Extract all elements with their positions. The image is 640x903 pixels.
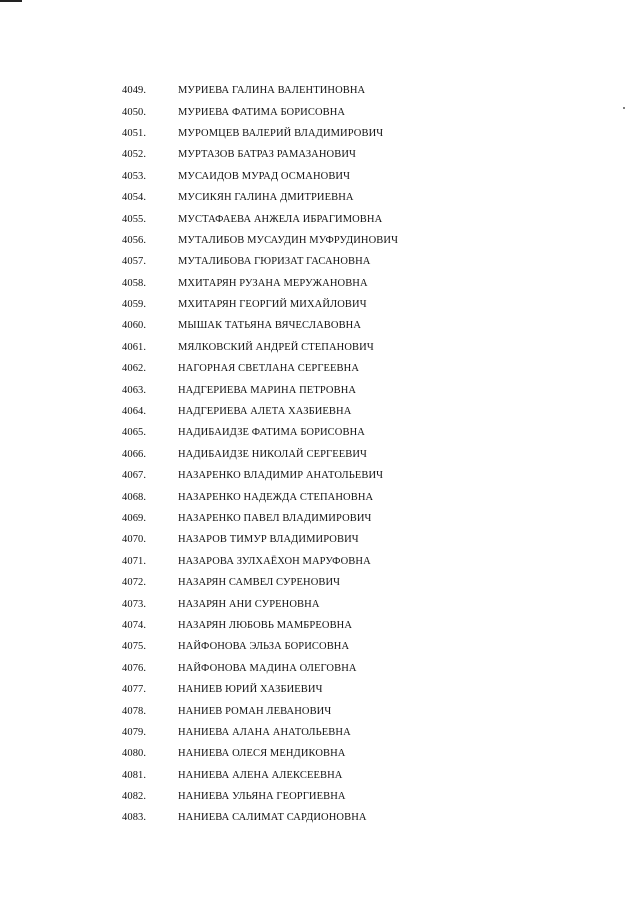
entry-name: НАНИЕВА АЛАНА АНАТОЛЬЕВНА (178, 726, 351, 738)
entry-name: МУТАЛИБОВА ГЮРИЗАТ ГАСАНОВНА (178, 256, 371, 268)
list-item (0, 251, 640, 272)
entry-name: НАЙФОНОВА ЭЛЬЗА БОРИСОВНА (178, 641, 350, 653)
list-item (0, 208, 640, 229)
entry-name: НАДГЕРИЕВА АЛЕТА ХАЗБИЕВНА (178, 406, 352, 418)
entry-name: МХИТАРЯН ГЕОРГИЙ МИХАЙЛОВИЧ (178, 299, 367, 311)
entry-name: НАГОРНАЯ СВЕТЛАНА СЕРГЕЕВНА (178, 363, 360, 375)
name-list (0, 80, 640, 829)
entry-name: НАЗАРЯН САМВЕЛ СУРЕНОВИЧ (178, 577, 341, 589)
entry-name: НАНИЕВА САЛИМАТ САРДИОНОВНА (178, 812, 367, 824)
list-item (0, 379, 640, 400)
entry-name: НАДИБАИДЗЕ ФАТИМА БОРИСОВНА (178, 427, 365, 439)
list-item (0, 294, 640, 315)
entry-name: НАНИЕВ РОМАН ЛЕВАНОВИЧ (178, 705, 332, 717)
list-item (0, 358, 640, 379)
list-item (0, 486, 640, 507)
list-item (0, 658, 640, 679)
entry-name: НАЗАРОВ ТИМУР ВЛАДИМИРОВИЧ (178, 534, 359, 546)
list-item (0, 529, 640, 550)
scan-corner-mark (0, 0, 22, 2)
entry-number: 4075. (122, 641, 147, 653)
entry-number: 4052. (122, 149, 147, 161)
list-item (0, 722, 640, 743)
list-item (0, 743, 640, 764)
entry-number: 4071. (122, 555, 147, 567)
list-item (0, 80, 640, 101)
entry-name: НАЗАРЕНКО НАДЕЖДА СТЕПАНОВНА (178, 491, 374, 503)
entry-number: 4059. (122, 299, 147, 311)
entry-number: 4080. (122, 748, 147, 760)
entry-name: НАЗАРЕНКО ПАВЕЛ ВЛАДИМИРОВИЧ (178, 513, 372, 524)
entry-name: НАЙФОНОВА МАДИНА ОЛЕГОВНА (178, 662, 357, 674)
list-item (0, 636, 640, 657)
list-item (0, 144, 640, 165)
entry-name: МУРОМЦЕВ ВАЛЕРИЙ ВЛАДИМИРОВИЧ (178, 127, 384, 139)
list-item (0, 422, 640, 443)
entry-name: МУСТАФАЕВА АНЖЕЛА ИБРАГИМОВНА (178, 213, 383, 225)
list-item (0, 401, 640, 422)
entry-number: 4079. (122, 726, 147, 738)
entry-name: НАЗАРОВА ЗУЛХАЁХОН МАРУФОВНА (178, 555, 371, 567)
entry-name: НАЗАРЯН АНИ СУРЕНОВНА (178, 598, 320, 610)
entry-name: МУСАИДОВ МУРАД ОСМАНОВИЧ (178, 170, 351, 182)
entry-number: 4049. (122, 85, 147, 97)
entry-number: 4067. (122, 470, 147, 482)
list-item (0, 700, 640, 721)
list-item (0, 166, 640, 187)
entry-name: НАНИЕВА ОЛЕСЯ МЕНДИКОВНА (178, 748, 346, 760)
list-item (0, 551, 640, 572)
entry-number: 4060. (122, 320, 147, 332)
entry-name: МЫШАК ТАТЬЯНА ВЯЧЕСЛАВОВНА (178, 320, 362, 332)
entry-number: 4066. (122, 448, 147, 460)
list-item (0, 123, 640, 144)
list-item (0, 337, 640, 358)
entry-name: НАДГЕРИЕВА МАРИНА ПЕТРОВНА (178, 384, 357, 396)
entry-number: 4054. (122, 192, 147, 204)
list-item (0, 786, 640, 807)
entry-number: 4073. (122, 598, 147, 610)
entry-number: 4051. (122, 127, 147, 139)
list-item (0, 465, 640, 486)
entry-number: 4072. (122, 577, 147, 589)
entry-number: 4074. (122, 619, 147, 631)
list-item (0, 444, 640, 465)
list-item (0, 765, 640, 786)
entry-number: 4064. (122, 406, 147, 418)
entry-name: МУРИЕВА ФАТИМА БОРИСОВНА (178, 106, 346, 118)
list-item (0, 572, 640, 593)
list-item (0, 273, 640, 294)
list-item (0, 593, 640, 614)
list-item (0, 315, 640, 336)
entry-name: МУРИЕВА ГАЛИНА ВАЛЕНТИНОВНА (178, 85, 366, 97)
entry-number: 4068. (122, 491, 147, 503)
entry-number: 4081. (122, 769, 147, 781)
entry-number: 4070. (122, 534, 147, 546)
entry-name: НАНИЕВ ЮРИЙ ХАЗБИЕВИЧ (178, 684, 323, 696)
entry-number: 4058. (122, 277, 147, 289)
entry-number: 4069. (122, 513, 147, 524)
entry-number: 4082. (122, 791, 147, 803)
entry-number: 4083. (122, 812, 147, 824)
entry-name: МЯЛКОВСКИЙ АНДРЕЙ СТЕПАНОВИЧ (178, 341, 374, 353)
entry-number: 4076. (122, 662, 147, 674)
list-item (0, 508, 640, 529)
entry-number: 4061. (122, 341, 147, 353)
entry-number: 4063. (122, 384, 147, 396)
entry-number: 4065. (122, 427, 147, 439)
entry-number: 4055. (122, 213, 147, 225)
list-item (0, 807, 640, 828)
entry-name: НАНИЕВА АЛЕНА АЛЕКСЕЕВНА (178, 769, 343, 781)
entry-name: МУСИКЯН ГАЛИНА ДМИТРИЕВНА (178, 192, 354, 204)
list-item (0, 101, 640, 122)
entry-name: НАНИЕВА УЛЬЯНА ГЕОРГИЕВНА (178, 791, 346, 803)
entry-number: 4057. (122, 256, 147, 268)
list-item (0, 679, 640, 700)
entry-number: 4056. (122, 234, 147, 246)
entry-name: НАДИБАИДЗЕ НИКОЛАЙ СЕРГЕЕВИЧ (178, 448, 367, 460)
entry-name: МХИТАРЯН РУЗАНА МЕРУЖАНОВНА (178, 277, 368, 289)
entry-number: 4053. (122, 170, 147, 182)
entry-number: 4062. (122, 363, 147, 375)
entry-name: МУРТАЗОВ БАТРАЗ РАМАЗАНОВИЧ (178, 149, 356, 161)
entry-number: 4077. (122, 684, 147, 696)
entry-name: НАЗАРЯН ЛЮБОВЬ МАМБРЕОВНА (178, 619, 353, 631)
entry-name: НАЗАРЕНКО ВЛАДИМИР АНАТОЛЬЕВИЧ (178, 470, 384, 482)
entry-name: МУТАЛИБОВ МУСАУДИН МУФРУДИНОВИЧ (178, 234, 399, 246)
entry-number: 4050. (122, 106, 147, 118)
list-item (0, 187, 640, 208)
list-item (0, 230, 640, 251)
entry-number: 4078. (122, 705, 147, 717)
list-item (0, 615, 640, 636)
